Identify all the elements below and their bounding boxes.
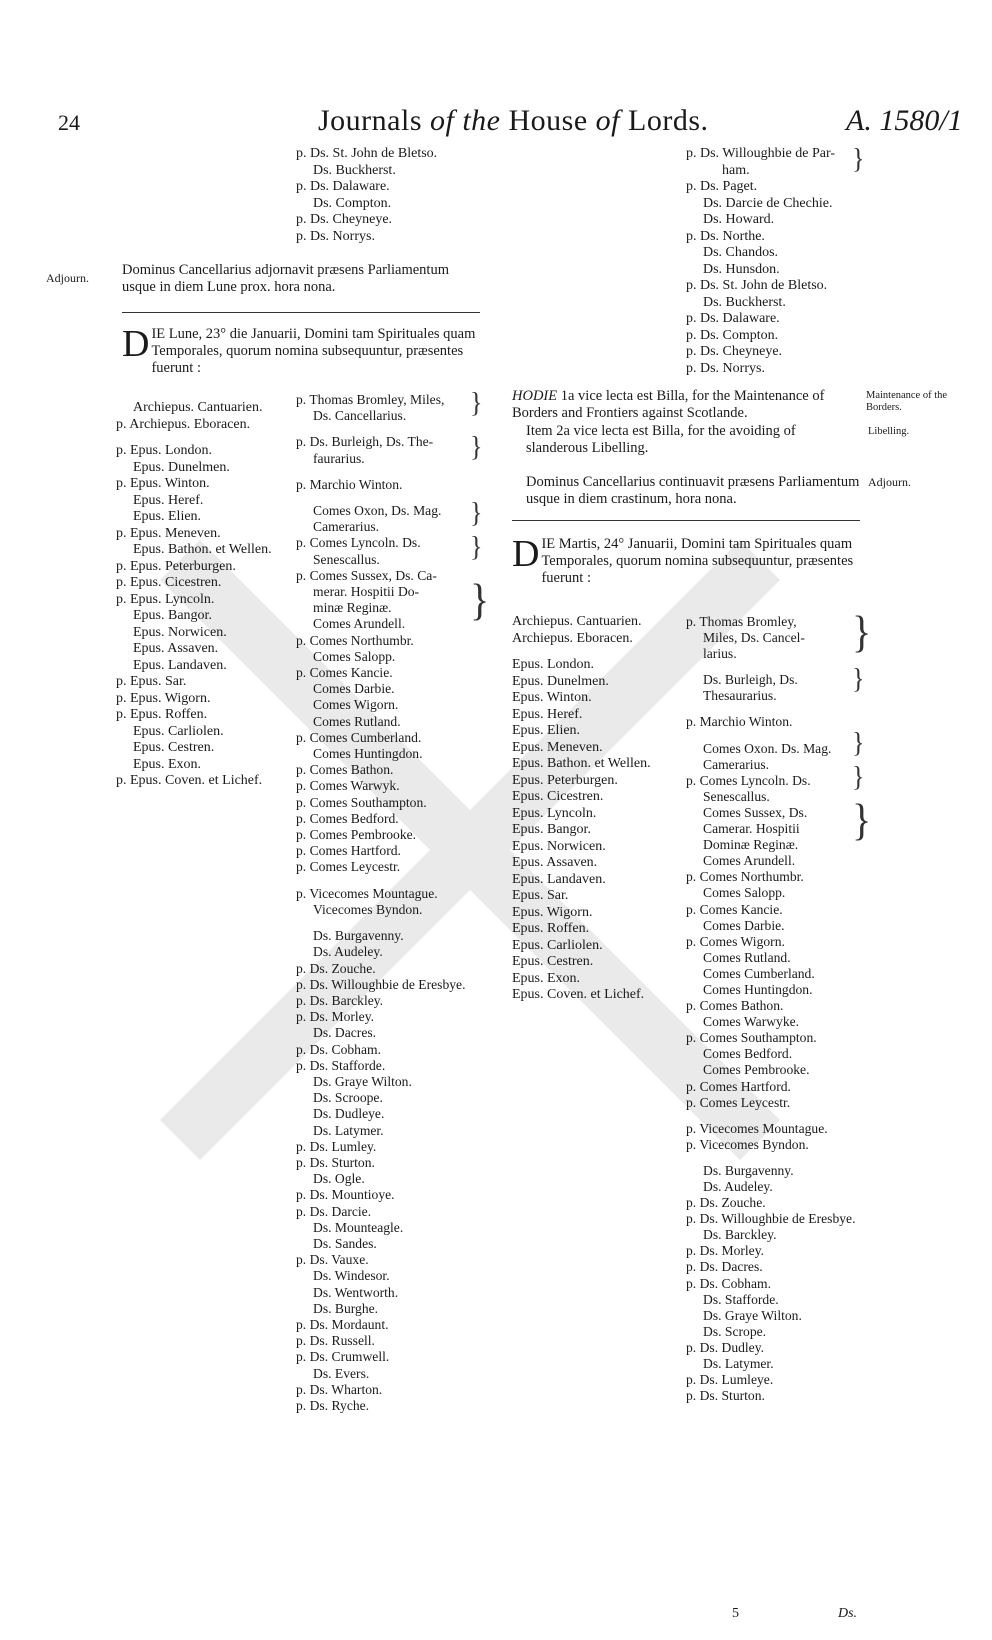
signature-mark: 5 bbox=[732, 1606, 739, 1621]
list-item: p. Archiepus. Eboracen. bbox=[116, 416, 251, 432]
list-item: Epus. Meneven. bbox=[512, 739, 603, 755]
brace: } bbox=[470, 496, 483, 529]
list-item: p. Ds. Lumley. bbox=[296, 1138, 377, 1154]
list-item: p. Ds. Norrys. bbox=[686, 360, 765, 376]
list-item: p. Ds. Mordaunt. bbox=[296, 1316, 389, 1332]
list-item: p. Ds. Stafforde. bbox=[296, 1057, 386, 1073]
list-item: p. Thomas Bromley, Miles, bbox=[296, 392, 445, 407]
list-item: Epus. Heref. bbox=[133, 492, 204, 508]
list-item: Epus. Carliolen. bbox=[512, 937, 603, 953]
list-item: Thesaurarius. bbox=[703, 688, 777, 704]
list-item: p. Comes Southampton. bbox=[686, 1030, 817, 1046]
list-item: p. Ds. Mountioye. bbox=[296, 1187, 395, 1203]
title-word: Journals bbox=[318, 104, 422, 137]
list-item: Ds. Latymer. bbox=[703, 1356, 774, 1372]
title-word: House bbox=[508, 104, 588, 137]
section-divider bbox=[512, 520, 860, 521]
list-item: Epus. London. bbox=[512, 657, 595, 672]
list-item: p. Vicecomes Mountague. bbox=[686, 1120, 828, 1136]
list-item: Epus. Elien. bbox=[512, 723, 581, 738]
list-item: Archiepus. Cantuarien. bbox=[133, 400, 263, 415]
list-item: p. Ds. Willoughbie de Eresbye. bbox=[686, 1211, 856, 1227]
list-item: Comes Darbie. bbox=[703, 917, 785, 933]
list-item: p. Epus. Meneven. bbox=[116, 525, 221, 541]
brace: } bbox=[852, 760, 865, 793]
list-item: p. Ds. Dacres. bbox=[686, 1259, 763, 1275]
brace: } bbox=[852, 726, 865, 759]
list-item: p. Ds. Zouche. bbox=[686, 1195, 766, 1211]
list-item: p. Epus. London. bbox=[116, 443, 213, 458]
list-item: Epus. Norwicen. bbox=[512, 838, 606, 854]
adjourn-paragraph: Dominus Cancellarius continuavit præsens Parliamentum usque in diem crastinum, hora nona. bbox=[526, 474, 860, 507]
list-item: Ds. Buckherst. bbox=[313, 162, 396, 178]
list-item: p. Ds. Dudley. bbox=[686, 1339, 765, 1355]
list-item: Ds. Windesor. bbox=[313, 1268, 390, 1284]
list-item: Ds. Graye Wilton. bbox=[703, 1307, 802, 1323]
list-item: Epus. Sar. bbox=[512, 888, 569, 903]
list-item: p. Ds. Morley. bbox=[296, 1009, 375, 1025]
list-item: Ds. Burgavenny. bbox=[703, 1162, 794, 1178]
right-top-list bbox=[686, 146, 835, 377]
list-item: p. Comes Sussex, Ds. Ca- bbox=[296, 567, 437, 583]
list-item: Ds. Cancellarius. bbox=[313, 408, 407, 424]
list-item: merar. Hospitii Do- bbox=[313, 584, 420, 600]
list-item: Ds. Chandos. bbox=[703, 245, 779, 260]
list-item: Ds. Burghe. bbox=[313, 1300, 379, 1316]
list-item: Epus. Elien. bbox=[133, 509, 202, 524]
list-item: p. Ds. Cheyneye. bbox=[686, 344, 783, 359]
section-divider bbox=[122, 312, 480, 313]
list-item: minæ Reginæ. bbox=[313, 600, 392, 616]
list-item: p. Comes Southampton. bbox=[296, 794, 427, 810]
list-item: Comes Rutland. bbox=[703, 949, 791, 965]
brace: } bbox=[852, 662, 865, 695]
list-item: p. Marchio Winton. bbox=[686, 714, 793, 730]
list-item: Comes Warwyke. bbox=[703, 1014, 800, 1030]
list-item: p. Comes Warwyk. bbox=[296, 778, 400, 794]
list-item: Epus. Dunelmen. bbox=[133, 459, 230, 475]
list-item: Camerarius. bbox=[313, 519, 380, 535]
list-item: Epus. Bangor. bbox=[133, 608, 212, 623]
list-item: Epus. Landaven. bbox=[512, 871, 606, 887]
list-item: Epus. Peterburgen. bbox=[512, 772, 618, 788]
list-item: Epus. Cestren. bbox=[133, 740, 215, 755]
list-item: Ds. Sandes. bbox=[313, 1235, 377, 1251]
list-item: Comes Salopp. bbox=[313, 648, 396, 664]
list-item: p. Comes Bathon. bbox=[296, 762, 394, 778]
list-item: Comes Huntingdon. bbox=[313, 746, 423, 762]
list-item: p. Epus. Cicestren. bbox=[116, 575, 222, 590]
list-item: Dominæ Reginæ. bbox=[703, 837, 799, 853]
list-item: p. Ds. Dalaware. bbox=[296, 179, 390, 194]
session-heading bbox=[512, 533, 860, 587]
list-item: p. Ds. Wharton. bbox=[296, 1381, 383, 1397]
list-item: larius. bbox=[703, 646, 737, 662]
list-item: Miles, Ds. Cancel- bbox=[703, 630, 805, 646]
list-item: ham. bbox=[722, 162, 750, 178]
list-item: Epus. Exon. bbox=[133, 756, 202, 772]
list-item: Ds. Hunsdon. bbox=[703, 261, 780, 277]
list-item: Senescallus. bbox=[703, 788, 770, 804]
list-item: Epus. Dunelmen. bbox=[512, 673, 609, 689]
list-item: Ds. Scroope. bbox=[313, 1090, 383, 1106]
list-item: p. Ds. Burleigh, Ds. The- bbox=[296, 434, 434, 450]
list-item: Ds. Burgavenny. bbox=[313, 928, 404, 944]
list-item: Ds. Latymer. bbox=[313, 1122, 384, 1138]
list-item: p. Ds. Lumleye. bbox=[686, 1372, 774, 1388]
list-item: Epus. Norwicen. bbox=[133, 624, 227, 640]
session-text: IE Martis, 24° Januarii, Domini tam Spirituales quam Temporales, quorum nomina subsequuntur, præsentes fuerunt : bbox=[541, 536, 854, 586]
list-item: Camerarius. bbox=[703, 756, 770, 772]
margin-note-libelling: Libelling. bbox=[868, 426, 910, 437]
list-item: Comes Arundell. bbox=[703, 853, 796, 869]
list-item: p. Ds. Sturton. bbox=[686, 1388, 765, 1404]
list-item: p. Comes Bedford. bbox=[296, 810, 399, 826]
list-item: p. Ds. Darcie. bbox=[296, 1203, 372, 1219]
list-item: p. Epus. Roffen. bbox=[116, 707, 208, 722]
list-item: p. Comes Northumbr. bbox=[296, 632, 414, 648]
list-item: p. Ds. Cheyneye. bbox=[296, 212, 393, 227]
catchword: Ds. bbox=[838, 1606, 858, 1621]
brace: } bbox=[852, 794, 872, 845]
list-item: p. Ds. Russell. bbox=[296, 1333, 375, 1349]
list-item: Ds. Graye Wilton. bbox=[313, 1073, 412, 1089]
list-item: p. Comes Kancie. bbox=[686, 901, 783, 917]
list-item: Ds. Audeley. bbox=[703, 1179, 773, 1194]
list-item: p. Ds. Norrys. bbox=[296, 228, 375, 244]
margin-note-adjourn: Adjourn. bbox=[46, 271, 89, 285]
list-item: Epus. Assaven. bbox=[512, 855, 598, 870]
brace: } bbox=[852, 142, 865, 175]
title-word: of bbox=[595, 104, 620, 137]
margin-note-borders: Maintenance of the Borders. bbox=[866, 390, 948, 413]
list-item: p. Comes Kancie. bbox=[296, 665, 393, 681]
list-item: Epus. Bathon. et Wellen. bbox=[512, 756, 651, 771]
list-item: Camerar. Hospitii bbox=[703, 821, 800, 837]
list-item: p. Epus. Sar. bbox=[116, 674, 187, 689]
brace: } bbox=[470, 430, 483, 463]
list-item: p. Ds. Ryche. bbox=[296, 1397, 370, 1413]
margin-note-adjourn: Adjourn. bbox=[868, 475, 911, 489]
list-item: Ds. Stafforde. bbox=[703, 1291, 779, 1307]
list-item: Ds. Compton. bbox=[313, 195, 392, 211]
bill-paragraph bbox=[512, 388, 860, 422]
list-item: Archiepus. Cantuarien. bbox=[512, 614, 642, 629]
drop-cap: D bbox=[122, 323, 150, 365]
list-item: Epus. Landaven. bbox=[133, 657, 227, 673]
list-item: p. Comes Bathon. bbox=[686, 998, 784, 1014]
list-item: p. Epus. Lyncoln. bbox=[116, 591, 215, 607]
list-item: Comes Oxon, Ds. Mag. bbox=[313, 503, 442, 519]
list-item: Ds. Evers. bbox=[313, 1365, 370, 1381]
list-item: Comes Sussex, Ds. bbox=[703, 804, 808, 820]
list-item: Ds. Mounteagle. bbox=[313, 1219, 404, 1235]
list-item: p. Ds. Compton. bbox=[686, 327, 779, 343]
list-item: Ds. Scrope. bbox=[703, 1323, 767, 1339]
list-item: p. Ds. St. John de Bletso. bbox=[296, 146, 438, 161]
list-item: p. Comes Lyncoln. Ds. bbox=[686, 772, 811, 788]
title-word: the bbox=[462, 104, 501, 137]
session2-bishops-list bbox=[512, 614, 651, 1004]
list-item: p. Ds. Sturton. bbox=[296, 1154, 375, 1170]
list-item: p. Marchio Winton. bbox=[296, 476, 403, 492]
list-item: Archiepus. Eboracen. bbox=[512, 630, 633, 646]
list-item: Vicecomes Byndon. bbox=[313, 901, 423, 917]
list-item: Comes Oxon. Ds. Mag. bbox=[703, 740, 832, 756]
list-item: Epus. Wigorn. bbox=[512, 904, 593, 920]
list-item: Comes Arundell. bbox=[313, 616, 406, 632]
list-item: Comes Huntingdon. bbox=[703, 981, 813, 997]
list-item: Epus. Assaven. bbox=[133, 641, 219, 656]
list-item: Epus. Bathon. et Wellen. bbox=[133, 542, 272, 557]
list-item: Ds. Burleigh, Ds. bbox=[703, 672, 798, 688]
list-item: p. Epus. Coven. et Lichef. bbox=[116, 773, 263, 788]
list-item: p. Comes Wigorn. bbox=[686, 933, 785, 949]
list-item: Ds. Dacres. bbox=[313, 1025, 377, 1041]
list-item: p. Comes Northumbr. bbox=[686, 869, 804, 885]
list-item: Ds. Dudleye. bbox=[313, 1106, 385, 1122]
brace: } bbox=[470, 386, 483, 419]
hodie-word: HODIE bbox=[512, 388, 558, 404]
list-item: Epus. Winton. bbox=[512, 690, 592, 705]
list-item: Epus. Exon. bbox=[512, 970, 581, 986]
page-title bbox=[318, 104, 709, 138]
list-item: p. Vicecomes Byndon. bbox=[686, 1136, 809, 1152]
list-item: Epus. Roffen. bbox=[512, 921, 590, 936]
list-item: Epus. Lyncoln. bbox=[512, 805, 597, 821]
list-item: p. Ds. St. John de Bletso. bbox=[686, 278, 828, 293]
list-item: Comes Darbie. bbox=[313, 681, 395, 697]
list-item: Epus. Cestren. bbox=[512, 954, 594, 969]
list-item: p. Comes Leycestr. bbox=[686, 1094, 791, 1110]
title-word: of bbox=[430, 104, 455, 137]
list-item: Ds. Wentworth. bbox=[313, 1284, 399, 1300]
list-item: p. Epus. Winton. bbox=[116, 476, 210, 491]
list-item: p. Ds. Willoughbie de Par- bbox=[686, 146, 835, 161]
list-item: Comes Bedford. bbox=[703, 1046, 793, 1062]
list-item: p. Comes Hartford. bbox=[686, 1078, 791, 1094]
list-item: p. Ds. Cobham. bbox=[686, 1275, 771, 1291]
session1-lords-list bbox=[296, 392, 465, 1414]
page-number: 24 bbox=[58, 110, 80, 135]
list-item: p. Ds. Cobham. bbox=[296, 1041, 381, 1057]
list-item: Ds. Ogle. bbox=[313, 1171, 365, 1187]
list-item: p. Ds. Barckley. bbox=[296, 992, 384, 1008]
list-item: faurarius. bbox=[313, 450, 365, 466]
left-top-list bbox=[296, 146, 437, 245]
list-item: p. Ds. Willoughbie de Eresbye. bbox=[296, 976, 466, 992]
list-item: p. Ds. Morley. bbox=[686, 1243, 765, 1259]
list-item: p. Ds. Paget. bbox=[686, 179, 758, 194]
list-item: p. Comes Pembrooke. bbox=[296, 827, 417, 843]
adjourn-paragraph: Dominus Cancellarius adjornavit præsens Parliamentum usque in diem Lune prox. hora nona. bbox=[122, 262, 449, 295]
list-item: Comes Salopp. bbox=[703, 885, 786, 901]
list-item: p. Vicecomes Mountague. bbox=[296, 885, 438, 901]
session-text: IE Lune, 23° die Januarii, Domini tam Spirituales quam Temporales, quorum nomina subsequuntur, præsentes fuerunt : bbox=[151, 326, 476, 376]
drop-cap: D bbox=[512, 533, 540, 575]
brace: } bbox=[470, 530, 483, 563]
brace: } bbox=[852, 606, 872, 657]
session1-bishops-list bbox=[116, 400, 272, 790]
page-year: A. 1580/1 bbox=[846, 104, 963, 137]
list-item: Comes Cumberland. bbox=[703, 965, 815, 981]
list-item: p. Comes Leycestr. bbox=[296, 859, 401, 875]
list-item: Ds. Audeley. bbox=[313, 944, 383, 960]
session2-lords-list bbox=[686, 614, 855, 1404]
list-item: p. Epus. Peterburgen. bbox=[116, 558, 236, 574]
list-item: p. Epus. Wigorn. bbox=[116, 690, 211, 706]
bill-text: 1a vice lecta est Billa, for the Maintenance of Borders and Frontiers against Scotlande. bbox=[512, 388, 825, 421]
list-item: Senescallus. bbox=[313, 551, 380, 567]
list-item: p. Thomas Bromley, bbox=[686, 614, 797, 629]
brace: } bbox=[470, 574, 490, 625]
list-item: Comes Rutland. bbox=[313, 713, 401, 729]
list-item: Epus. Heref. bbox=[512, 706, 583, 722]
list-item: Ds. Darcie de Chechie. bbox=[703, 195, 833, 211]
list-item: Ds. Buckherst. bbox=[703, 294, 786, 310]
list-item: Epus. Carliolen. bbox=[133, 723, 224, 739]
list-item: Comes Pembrooke. bbox=[703, 1062, 810, 1078]
list-item: Comes Wigorn. bbox=[313, 697, 399, 713]
session-heading bbox=[122, 323, 480, 377]
list-item: Ds. Howard. bbox=[703, 212, 775, 227]
list-item: Epus. Bangor. bbox=[512, 822, 591, 837]
list-item: Epus. Cicestren. bbox=[512, 789, 604, 804]
list-item: p. Ds. Dalaware. bbox=[686, 311, 780, 326]
list-item: Ds. Barckley. bbox=[703, 1227, 777, 1243]
list-item: p. Ds. Crumwell. bbox=[296, 1349, 390, 1365]
list-item: p. Ds. Vauxe. bbox=[296, 1252, 369, 1268]
bill-paragraph: Item 2a vice lecta est Billa, for the avoiding of slanderous Libelling. bbox=[526, 423, 796, 456]
list-item: p. Ds. Zouche. bbox=[296, 960, 376, 976]
list-item: p. Comes Hartford. bbox=[296, 843, 401, 859]
list-item: Epus. Coven. et Lichef. bbox=[512, 987, 645, 1002]
list-item: p. Comes Lyncoln. Ds. bbox=[296, 535, 421, 551]
list-item: p. Comes Cumberland. bbox=[296, 729, 422, 745]
list-item: p. Ds. Northe. bbox=[686, 228, 765, 244]
title-word: Lords. bbox=[628, 104, 709, 137]
